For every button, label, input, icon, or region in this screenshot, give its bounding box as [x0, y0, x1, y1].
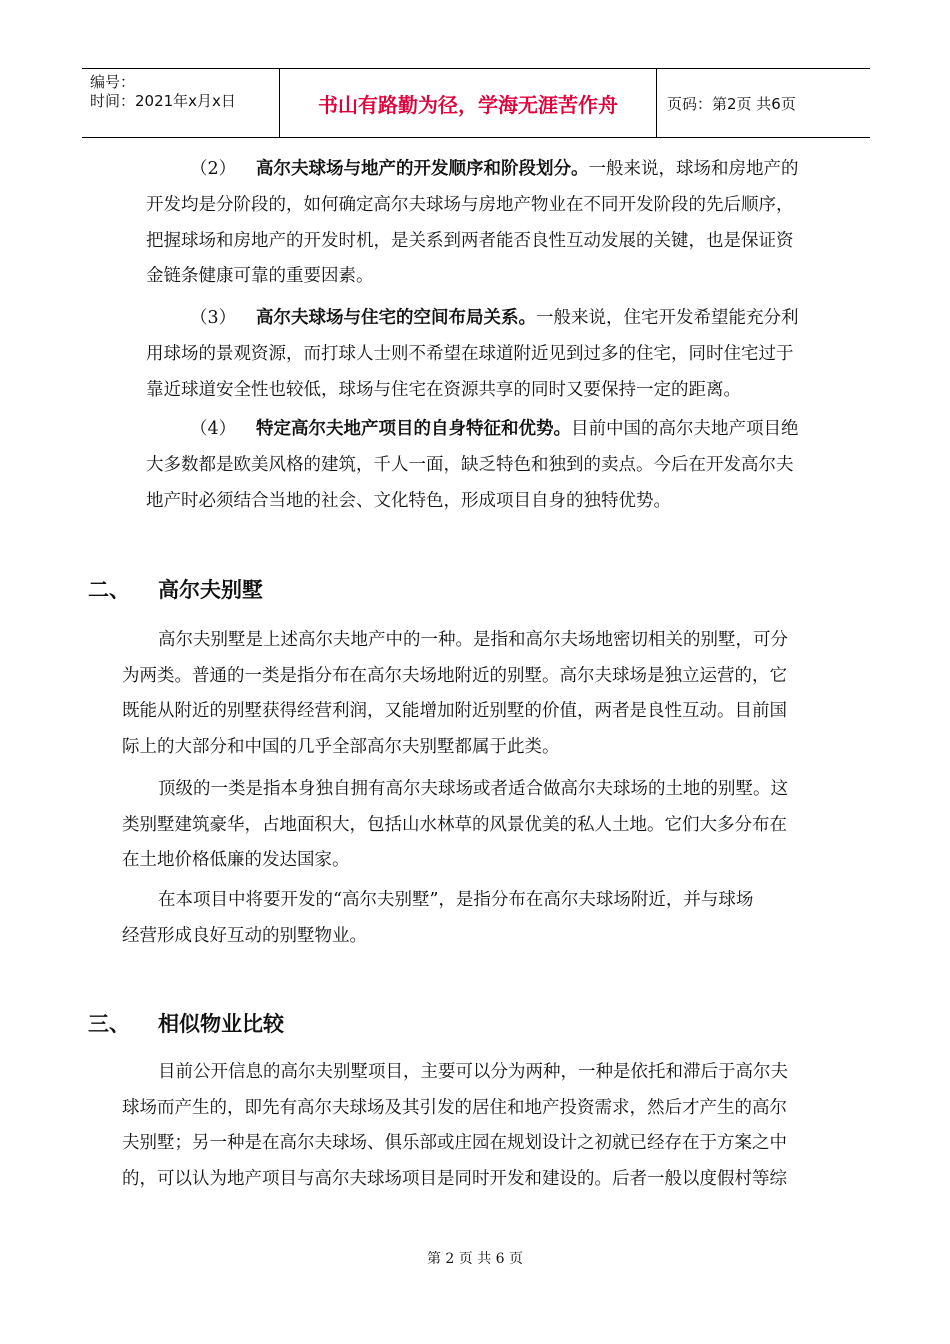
text-line: 在土地价格低廉的发达国家。 — [122, 850, 350, 870]
text-line: 金链条健康可靠的重要因素。 — [146, 266, 374, 286]
page-footer: 第 2 页 共 6 页 — [426, 1251, 524, 1267]
text-line: 目前公开信息的高尔夫别墅项目，主要可以分为两种，一种是依托和滞后于高尔夫 — [158, 1062, 788, 1082]
item-4-first-line — [190, 412, 880, 448]
text-line: 际上的大部分和中国的几乎全部高尔夫别墅都属于此类。 — [122, 736, 560, 757]
text-line: 的，可以认为地产项目与高尔夫球场项目是同时开发和建设的。后者一般以度假村等综 — [122, 1168, 787, 1189]
section-3-paragraph-1 — [122, 1055, 882, 1197]
item-number: （2） — [190, 159, 237, 179]
item-text: 目前中国的高尔夫地产项目绝 — [571, 419, 799, 439]
text-line: 把握球场和房地产的开发时机，是关系到两者能否良性互动发展的关键，也是保证资 — [146, 230, 794, 251]
item-title: 特定高尔夫地产项目的自身特征和优势。 — [256, 419, 571, 439]
text-line: 夫别墅；另一种是在高尔夫球场、俱乐部或庄园在规划设计之初就已经存在于方案之中 — [122, 1133, 787, 1153]
item-text: 一般来说，球场和房地产的 — [588, 159, 799, 179]
item-4-body — [146, 448, 886, 519]
text-line: 既能从附近的别墅获得经营利润，又能增加附近别墅的价值，两者是良性互动。目前国 — [122, 701, 787, 721]
text-line: 经营形成良好互动的别墅物业。 — [122, 925, 367, 946]
text-line: 大多数都是欧美风格的建筑，千人一面，缺乏特色和独到的卖点。今后在开发高尔夫 — [146, 455, 794, 475]
page-header — [82, 68, 870, 138]
page-label: 页码：第2页 共6页 — [667, 94, 796, 113]
text-line: 开发均是分阶段的，如何确定高尔夫球场与房地产物业在不同开发阶段的先后顺序， — [146, 195, 794, 215]
section-number: 二、 — [88, 578, 130, 602]
text-line: 球场而产生的，即先有高尔夫球场及其引发的居住和地产投资需求，然后才产生的高尔 — [122, 1097, 787, 1118]
motto: 书山有路勤为径，学海无涯苦作舟 — [280, 69, 657, 137]
section-title: 高尔夫别墅 — [158, 578, 263, 602]
item-number: （3） — [190, 308, 237, 328]
text-line: 为两类。普通的一类是指分布在高尔夫场地附近的别墅。高尔夫球场是独立运营的，它 — [122, 665, 787, 686]
item-3-first-line — [190, 301, 880, 337]
item-title: 高尔夫球场与住宅的空间布局关系。 — [256, 308, 536, 328]
time-label: 时间：2021年x月x日 — [90, 92, 236, 110]
item-2-first-line — [190, 152, 880, 188]
item-3-body — [146, 337, 886, 408]
item-text: 一般来说，住宅开发希望能充分利 — [536, 308, 799, 328]
text-line: 地产时必须结合当地的社会、文化特色，形成项目自身的独特优势。 — [146, 490, 671, 511]
section-3-heading — [88, 1008, 284, 1038]
code-label: 编号： — [90, 73, 136, 91]
section-2-heading — [88, 574, 263, 604]
item-2-body — [146, 188, 886, 295]
item-title: 高尔夫球场与地产的开发顺序和阶段划分。 — [256, 159, 589, 179]
text-line: 在本项目中将要开发的“高尔夫别墅”，是指分布在高尔夫球场附近，并与球场 — [158, 890, 754, 910]
section-title: 相似物业比较 — [158, 1012, 284, 1036]
section-2-paragraph-2 — [122, 772, 882, 879]
text-line: 类别墅建筑豪华，占地面积大，包括山水林草的风景优美的私人土地。它们大多分布在 — [122, 814, 787, 835]
text-line: 顶级的一类是指本身独自拥有高尔夫球场或者适合做高尔夫球场的土地的别墅。这 — [158, 779, 788, 799]
section-2-paragraph-3 — [122, 883, 882, 954]
item-number: （4） — [190, 419, 237, 439]
header-left-cell — [82, 69, 280, 137]
section-2-paragraph-1 — [122, 623, 882, 765]
text-line: 用球场的景观资源，而打球人士则不希望在球道附近见到过多的住宅，同时住宅过于 — [146, 344, 794, 364]
text-line: 靠近球道安全性也较低，球场与住宅在资源共享的同时又要保持一定的距离。 — [146, 379, 741, 400]
section-number: 三、 — [88, 1012, 130, 1036]
text-line: 高尔夫别墅是上述高尔夫地产中的一种。是指和高尔夫场地密切相关的别墅，可分 — [158, 630, 788, 650]
